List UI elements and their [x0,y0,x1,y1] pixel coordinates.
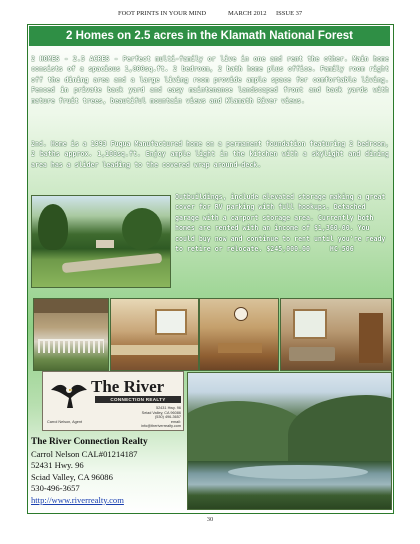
listing-paragraph-main-home: 2 HOMES - 2.5 ACRES - Perfect multi-family or live in one and rent the other. Main home consists of a spacious 1,800sq.ft. 2 bedroom, 2 bath home plus office. Family room right off the dining area and a large living room provide ample space for comfortable living. Fenced in private back yard and easy maintenance landscaped front and back yards with mature fruit trees, beautiful mountain views and Klamath River views. [31,55,389,105]
photo-door [359,313,383,363]
logo-agent: Carrol Nelson, Agent [47,420,83,424]
photo-mountain [288,395,392,461]
living-room-photo [280,298,392,371]
listing-code: HC-506 [329,245,354,254]
eagle-icon [49,376,89,416]
photo-counter [111,345,198,355]
listing-paragraph-outbuildings [175,192,389,288]
contact-block [31,437,191,507]
property-landscape-photo [31,195,171,288]
page-number: 30 [206,516,214,523]
agent-name: Carrol Nelson CAL#01214187 [31,448,138,459]
company-name: The River Connection Realty [31,437,148,447]
logo-address [133,406,181,429]
logo-address-line: 52431 Hwy. 96 [155,406,181,410]
logo-address-line: Seiad Valley, CA 96086 [141,410,181,415]
kitchen-photo [110,298,199,371]
listing-paragraph-second-home: 2nd. Home is a 1993 Fuqua Manufactured home on a permanent foundation featuring 2 bedroom, 2 baths approx. 1,100sq.ft. Enjoy ample light in the kitchen with a skylight and dining area has a slider leading to the covered wrap around-deck. [31,140,389,169]
dining-photo [199,298,279,371]
klamath-river-photo [187,372,392,510]
phone-number: 530-496-3657 [31,483,80,494]
photo-window [293,309,327,339]
publication-name: FOOT PRINTS IN YOUR MIND [118,10,207,17]
photo-tree [122,208,162,250]
photo-river [228,465,368,479]
photo-table [218,343,262,353]
photo-tree [38,204,68,250]
logo-address-line: (530) 496-3657 [155,415,181,420]
photo-sofa [289,347,335,361]
logo-name: The River [91,377,165,396]
photo-house [96,240,114,248]
photo-window [155,309,187,335]
issue-date: MARCH 2012 [228,10,267,17]
logo-address-line: email: info@theriverrealty.com [141,419,181,429]
logo-tagline: CONNECTION REALTY [95,396,181,403]
street-address: 52431 Hwy. 96 [31,460,84,471]
listing-price: $245,000.00 [266,245,310,254]
outbuildings-text: Outbuildings, include elevated storage making a great cover for RV parking with full hookups. Detached garage with a carport storage area. Currently both homes are rented with an income of $1,360.00. You could buy now and continue to rent until you're ready to retire or relocate. [175,193,386,254]
photo-road [62,253,162,273]
porch-photo [33,298,109,371]
photo-railing [38,339,104,353]
photo-clock [234,307,248,321]
issue-number: ISSUE 37 [276,10,303,17]
listing-title: 2 Homes on 2.5 acres in the Klamath National Forest [29,26,390,46]
realty-logo [42,371,184,431]
photo-roof [34,299,108,313]
website-link[interactable]: http://www.riverrealty.com [31,494,124,505]
city-address: Sciad Valley, CA 96086 [31,471,113,482]
